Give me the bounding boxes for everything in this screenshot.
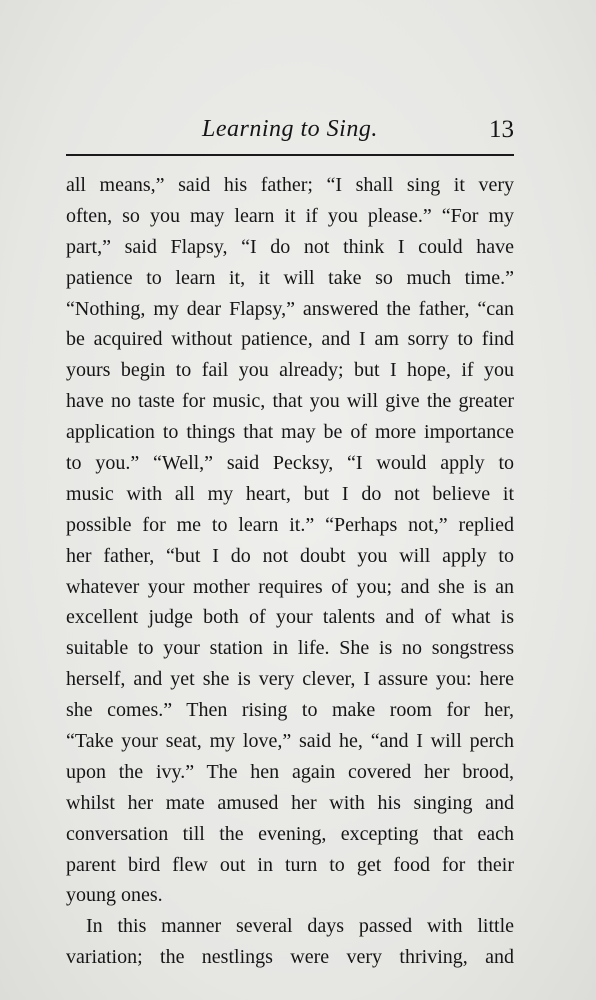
header-rule xyxy=(66,154,514,156)
text-line: all means,” said his father; “I shall sing it very xyxy=(66,174,514,196)
text-line: patience to learn it, it will take so much time.” xyxy=(66,266,514,289)
text-line: part,” said Flapsy, “I do not think I could have xyxy=(66,235,514,258)
text-line: variation; the nestlings were very thriving, and xyxy=(66,946,514,969)
text-line: possible for me to learn it.” “Perhaps not,” replied xyxy=(66,513,514,536)
text-line: whatever your mother requires of you; and she is an xyxy=(66,575,514,598)
text-line: suitable to your station in life. She is no songstress xyxy=(66,637,514,660)
text-line: conversation till the evening, excepting that each xyxy=(66,822,514,845)
text-line: whilst her mate amused her with his singing and xyxy=(66,791,514,814)
text-line: have no taste for music, that you will give the greater xyxy=(66,390,514,413)
text-line: In this manner several days passed with little xyxy=(86,915,514,938)
text-line: young ones. xyxy=(66,884,163,907)
text-line: she comes.” Then rising to make room for her, xyxy=(66,699,514,722)
text-line: to you.” “Well,” said Pecksy, “I would apply to xyxy=(66,452,514,475)
text-line: her father, “but I do not doubt you will apply to xyxy=(66,544,514,567)
text-line: yours begin to fail you already; but I hope, if you xyxy=(66,359,514,382)
text-line: parent bird flew out in turn to get food for their xyxy=(66,853,514,876)
text-line: herself, and yet she is very clever, I assure you: here xyxy=(66,668,514,691)
text-line: excellent judge both of your talents and of what is xyxy=(66,606,514,629)
text-line: music with all my heart, but I do not believe it xyxy=(66,482,514,505)
text-line: upon the ivy.” The hen again covered her brood, xyxy=(66,760,514,783)
text-line: “Take your seat, my love,” said he, “and I will perch xyxy=(66,730,514,753)
text-line: often, so you may learn it if you please.” “For my xyxy=(66,204,514,227)
page-number: 13 xyxy=(489,116,514,143)
body-text xyxy=(66,170,514,973)
text-line: “Nothing, my dear Flapsy,” answered the father, “can xyxy=(66,297,514,320)
running-head: Learning to Sing. xyxy=(202,116,378,142)
page-header xyxy=(66,116,514,156)
text-line: be acquired without patience, and I am sorry to find xyxy=(66,328,514,351)
text-line: application to things that may be of more importance xyxy=(66,421,514,444)
